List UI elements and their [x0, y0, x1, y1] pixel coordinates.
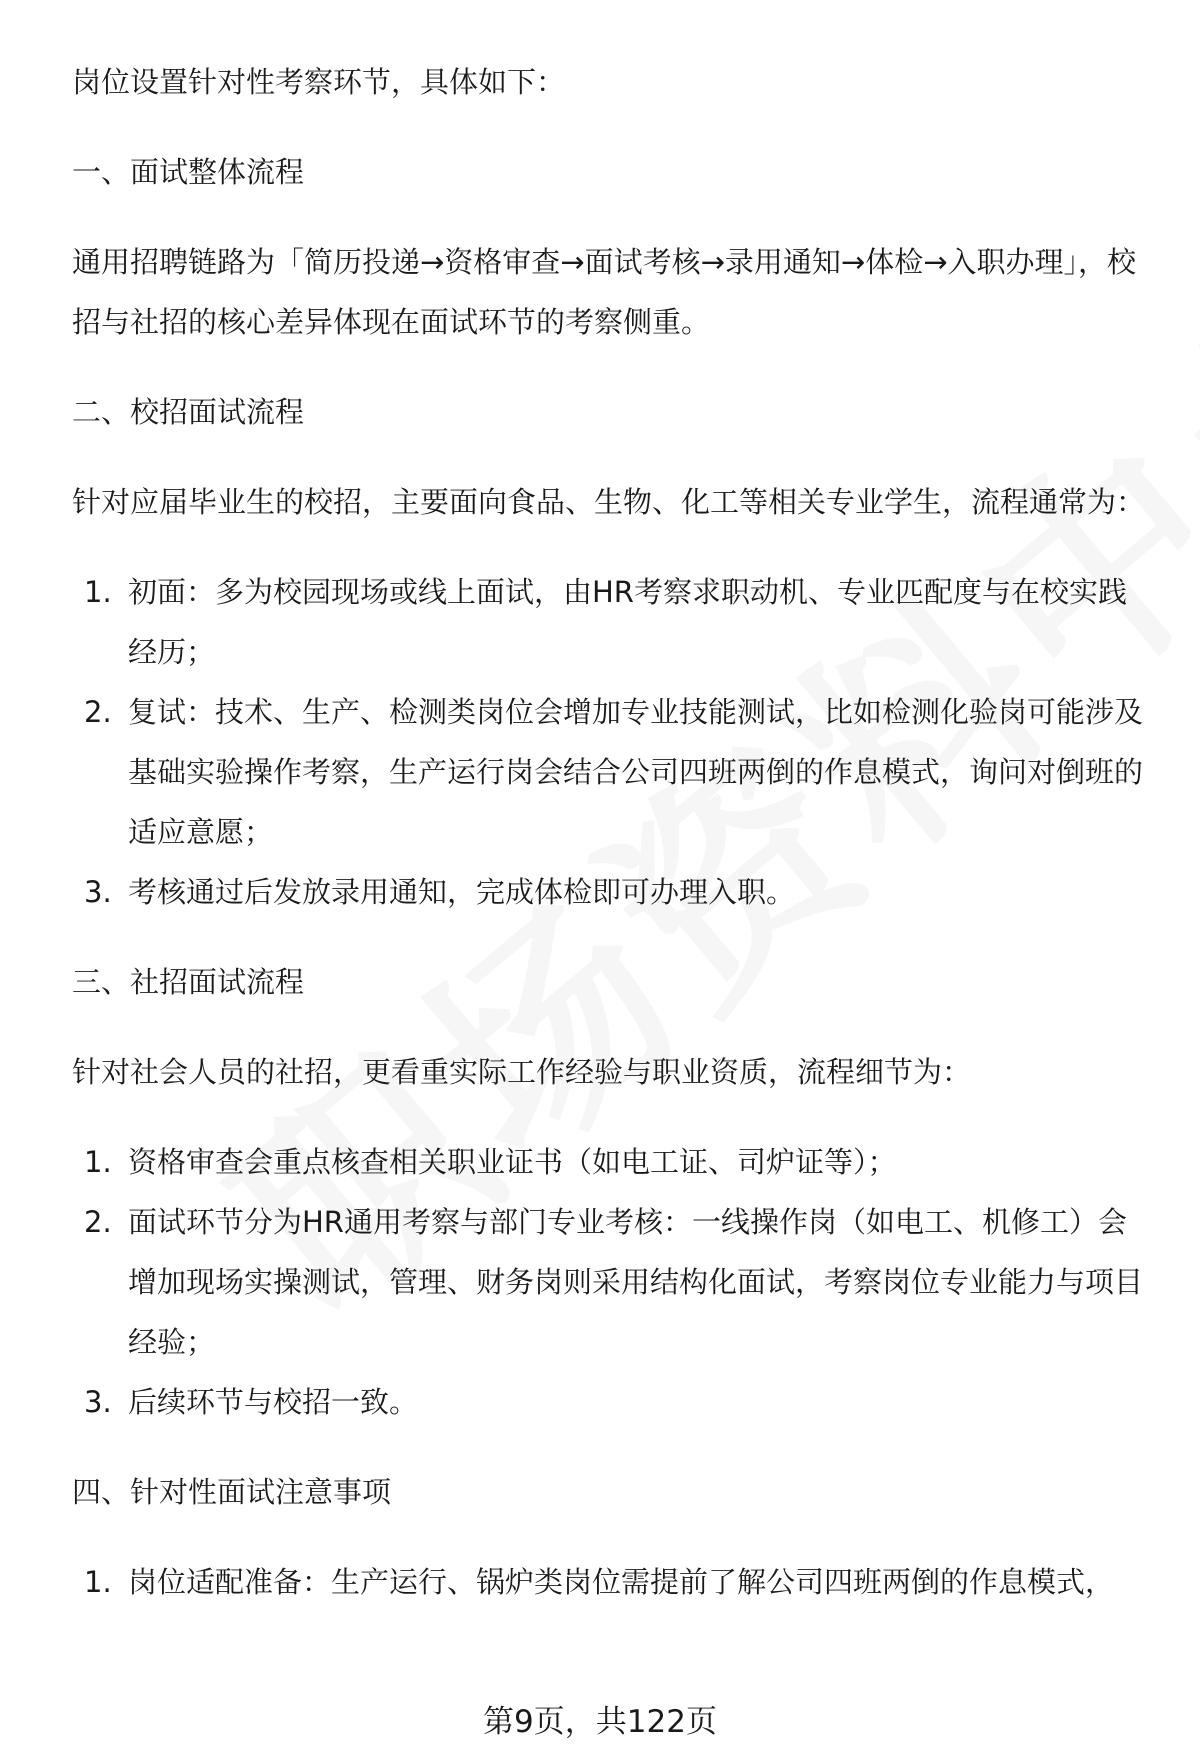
list-item: [72, 862, 1152, 922]
list-item: [72, 1372, 1152, 1432]
notes-list: [72, 1552, 1152, 1612]
social-process-list: [72, 1132, 1152, 1432]
list-number: 3.: [84, 1385, 112, 1419]
section-paragraph-3: 针对社会人员的社招，更看重实际工作经验与职业资质，流程细节为：: [72, 1055, 972, 1089]
list-number: 1.: [84, 575, 112, 609]
section-paragraph-2: 针对应届毕业生的校招，主要面向食品、生物、化工等相关专业学生，流程通常为：: [72, 485, 1146, 519]
list-number: 1.: [84, 1145, 112, 1179]
list-number: 2.: [84, 695, 112, 729]
list-item-text: 面试环节分为HR通用考察与部门专业考核：一线操作岗（如电工、机修工）会增加现场实操测试，管理、财务岗则采用结构化面试，考察岗位专业能力与项目经验；: [128, 1205, 1144, 1359]
list-number: 2.: [84, 1205, 112, 1239]
list-item-text: 考核通过后发放录用通知，完成体检即可办理入职。: [128, 875, 796, 909]
list-number: 3.: [84, 875, 112, 909]
list-number: 1.: [84, 1565, 112, 1599]
list-item: [72, 682, 1152, 862]
list-item: [72, 1552, 1152, 1612]
document-body: [72, 52, 1152, 1642]
list-item-text: 后续环节与校招一致。: [128, 1385, 419, 1419]
list-item-text: 岗位适配准备：生产运行、锅炉类岗位需提前了解公司四班两倒的作息模式，: [128, 1565, 1115, 1599]
list-item: [72, 1192, 1152, 1372]
list-item-text: 资格审查会重点核查相关职业证书（如电工证、司炉证等）；: [128, 1145, 897, 1179]
section-paragraph-1: 通用招聘链路为「简历投递→资格审查→面试考核→录用通知→体检→入职办理」，校招与社招的核心差异体现在面试环节的考察侧重。: [72, 245, 1136, 339]
section-heading-3: 三、社招面试流程: [72, 965, 305, 999]
section-heading-1: 一、面试整体流程: [72, 155, 305, 189]
list-item: [72, 562, 1152, 682]
list-item-text: 初面：多为校园现场或线上面试，由HR考察求职动机、专业匹配度与在校实践经历；: [128, 575, 1127, 669]
intro-paragraph: 岗位设置针对性考察环节，具体如下：: [72, 65, 566, 99]
list-item: [72, 1132, 1152, 1192]
section-heading-4: 四、针对性面试注意事项: [72, 1475, 392, 1509]
list-item-text: 复试：技术、生产、检测类岗位会增加专业技能测试，比如检测化验岗可能涉及基础实验操作考察，生产运行岗会结合公司四班两倒的作息模式，询问对倒班的适应意愿；: [128, 695, 1144, 849]
page-number-footer: 第9页，共122页: [483, 1704, 717, 1740]
section-heading-2: 二、校招面试流程: [72, 395, 305, 429]
campus-process-list: [72, 562, 1152, 922]
